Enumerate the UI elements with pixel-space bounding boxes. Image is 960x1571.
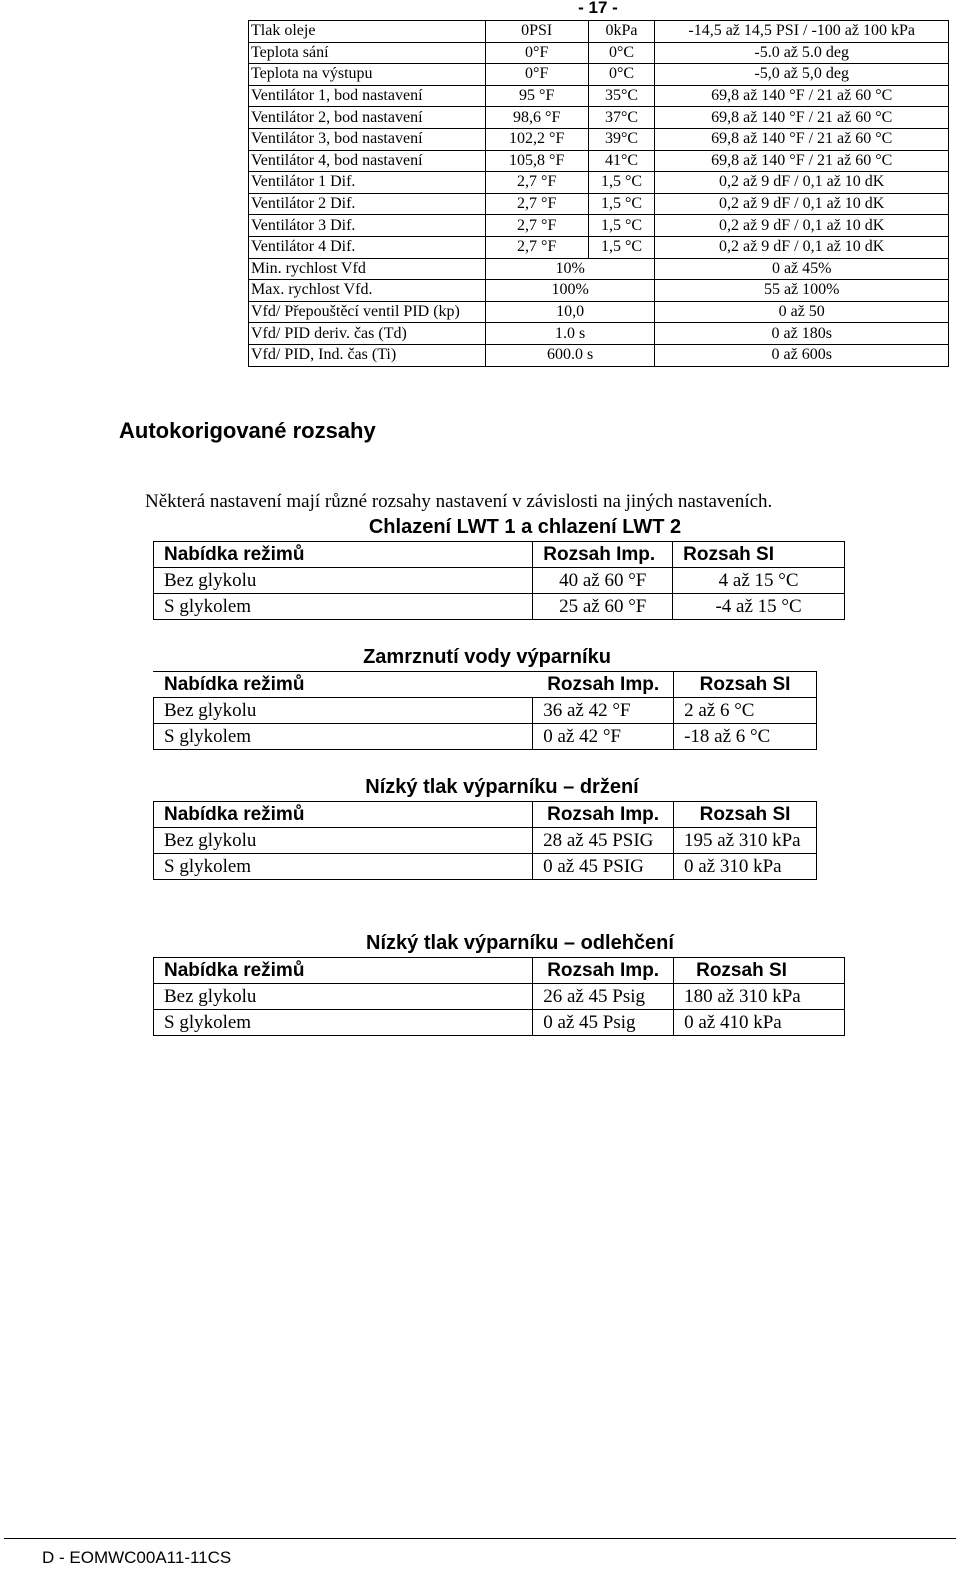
setting-default: 10,0 [485,301,655,323]
footer-divider [4,1538,956,1539]
table-row [249,42,949,64]
table-row [249,85,949,107]
range-imp: 40 až 60 °F [533,568,673,594]
range-imp: 25 až 60 °F [533,594,673,620]
setting-range: -14,5 až 14,5 PSI / -100 až 100 kPa [655,21,949,43]
setting-default-si: 0°C [588,64,655,86]
page-number: - 17 - [578,0,618,17]
table-row [249,258,949,280]
setting-name: Ventilátor 3, bod nastavení [249,128,486,150]
header-range-si: Rozsah SI [674,672,817,698]
header-range-si: Rozsah SI [673,542,845,568]
table-row [154,568,845,594]
range-table-caption: Nízký tlak výparníku – držení [365,776,639,798]
setting-range: 0 až 45% [655,258,949,280]
setting-name: Teplota na výstupu [249,64,486,86]
range-si: 195 až 310 kPa [674,828,817,854]
setting-name: Ventilátor 1, bod nastavení [249,85,486,107]
range-table-low-pressure-unload [153,957,845,1036]
setting-name: Ventilátor 4 Dif. [249,236,486,258]
settings-table-body [249,21,949,367]
setting-range: 0 až 50 [655,301,949,323]
setting-range: 0,2 až 9 dF / 0,1 až 10 dK [655,193,949,215]
mode-label: Bez glykolu [154,698,533,724]
setting-name: Max. rychlost Vfd. [249,280,486,302]
setting-name: Min. rychlost Vfd [249,258,486,280]
range-si: 0 až 310 kPa [674,854,817,880]
setting-default: 600.0 s [485,344,655,366]
header-menu-mode: Nabídka režimů [154,958,533,984]
setting-default-imp: 105,8 °F [485,150,588,172]
table-row [249,21,949,43]
table-header-row [154,672,817,698]
table-row [154,724,817,750]
table-row [154,1010,845,1036]
table-header-row [154,958,845,984]
table-row [249,323,949,345]
setting-range: 69,8 až 140 °F / 21 až 60 °C [655,107,949,129]
setting-name: Ventilátor 2 Dif. [249,193,486,215]
setting-default-imp: 0PSI [485,21,588,43]
setting-name: Teplota sání [249,42,486,64]
header-menu-mode: Nabídka režimů [154,542,533,568]
range-si: 180 až 310 kPa [674,984,845,1010]
mode-label: Bez glykolu [154,828,533,854]
range-si: 4 až 15 °C [673,568,845,594]
mode-label: S glykolem [154,724,533,750]
table-row [154,854,817,880]
table-row [249,280,949,302]
range-table-caption: Nízký tlak výparníku – odlehčení [366,932,674,954]
setting-name: Ventilátor 3 Dif. [249,215,486,237]
setting-range: 0,2 až 9 dF / 0,1 až 10 dK [655,236,949,258]
table-row [249,172,949,194]
setting-default-imp: 98,6 °F [485,107,588,129]
range-table-evaporator-freeze [153,671,817,750]
range-table-low-pressure-hold [153,801,817,880]
setting-default-imp: 2,7 °F [485,215,588,237]
setting-default-si: 1,5 °C [588,236,655,258]
table-row [249,193,949,215]
setting-range: 55 až 100% [655,280,949,302]
setting-range: -5.0 až 5.0 deg [655,42,949,64]
mode-label: S glykolem [154,594,533,620]
table-row [249,236,949,258]
setting-default: 10% [485,258,655,280]
table-row [249,107,949,129]
table-row [249,344,949,366]
range-imp: 28 až 45 PSIG [533,828,674,854]
mode-label: Bez glykolu [154,984,533,1010]
intro-text: Některá nastavení mají různé rozsahy nastavení v závislosti na jiných nastaveních. [145,491,773,512]
range-imp: 0 až 45 PSIG [533,854,674,880]
table-row [249,128,949,150]
section-title: Autokorigované rozsahy [119,418,376,443]
range-imp: 0 až 42 °F [533,724,674,750]
range-si: 2 až 6 °C [674,698,817,724]
setting-name: Vfd/ PID deriv. čas (Td) [249,323,486,345]
setting-range: 0 až 180s [655,323,949,345]
table-header-row [154,542,845,568]
setting-name: Ventilátor 4, bod nastavení [249,150,486,172]
header-menu-mode: Nabídka režimů [154,672,533,698]
range-imp: 26 až 45 Psig [533,984,674,1010]
setting-default: 1.0 s [485,323,655,345]
setting-default-imp: 102,2 °F [485,128,588,150]
setting-default-imp: 95 °F [485,85,588,107]
setting-default-si: 35°C [588,85,655,107]
setting-range: 0 až 600s [655,344,949,366]
setting-default-si: 1,5 °C [588,193,655,215]
mode-label: S glykolem [154,854,533,880]
setting-default-imp: 0°F [485,42,588,64]
settings-table [248,20,949,367]
setting-name: Ventilátor 2, bod nastavení [249,107,486,129]
header-range-si: Rozsah SI [674,958,845,984]
setting-default-imp: 2,7 °F [485,193,588,215]
setting-range: 69,8 až 140 °F / 21 až 60 °C [655,150,949,172]
footer-document-code: D - EOMWC00A11-11CS [42,1548,232,1567]
header-range-imp: Rozsah Imp. [533,542,673,568]
table-row [249,150,949,172]
header-range-si: Rozsah SI [674,802,817,828]
setting-default-si: 0°C [588,42,655,64]
header-range-imp: Rozsah Imp. [533,802,674,828]
setting-range: 69,8 až 140 °F / 21 až 60 °C [655,128,949,150]
table-row [249,215,949,237]
table-row [154,984,845,1010]
setting-default-imp: 2,7 °F [485,172,588,194]
setting-default-si: 1,5 °C [588,215,655,237]
setting-default-si: 37°C [588,107,655,129]
setting-name: Tlak oleje [249,21,486,43]
mode-label: S glykolem [154,1010,533,1036]
header-range-imp: Rozsah Imp. [533,958,674,984]
table-row [154,594,845,620]
range-si: -18 až 6 °C [674,724,817,750]
setting-name: Vfd/ PID, Ind. čas (Ti) [249,344,486,366]
setting-default-si: 0kPa [588,21,655,43]
setting-range: 0,2 až 9 dF / 0,1 až 10 dK [655,172,949,194]
setting-range: -5,0 až 5,0 deg [655,64,949,86]
setting-default-imp: 0°F [485,64,588,86]
setting-default-si: 39°C [588,128,655,150]
setting-name: Ventilátor 1 Dif. [249,172,486,194]
table-row [154,828,817,854]
range-si: 0 až 410 kPa [674,1010,845,1036]
table-header-row [154,802,817,828]
mode-label: Bez glykolu [154,568,533,594]
range-imp: 36 až 42 °F [533,698,674,724]
setting-default: 100% [485,280,655,302]
range-table-caption: Chlazení LWT 1 a chlazení LWT 2 [368,516,682,538]
setting-default-si: 1,5 °C [588,172,655,194]
range-table-caption: Zamrznutí vody výparníku [363,646,611,668]
setting-default-si: 41°C [588,150,655,172]
range-imp: 0 až 45 Psig [533,1010,674,1036]
range-si: -4 až 15 °C [673,594,845,620]
range-table-cooling-lwt [153,541,845,620]
setting-name: Vfd/ Přepouštěcí ventil PID (kp) [249,301,486,323]
table-row [249,64,949,86]
table-row [249,301,949,323]
setting-default-imp: 2,7 °F [485,236,588,258]
setting-range: 0,2 až 9 dF / 0,1 až 10 dK [655,215,949,237]
setting-range: 69,8 až 140 °F / 21 až 60 °C [655,85,949,107]
table-row [154,698,817,724]
header-menu-mode: Nabídka režimů [154,802,533,828]
header-range-imp: Rozsah Imp. [533,672,674,698]
